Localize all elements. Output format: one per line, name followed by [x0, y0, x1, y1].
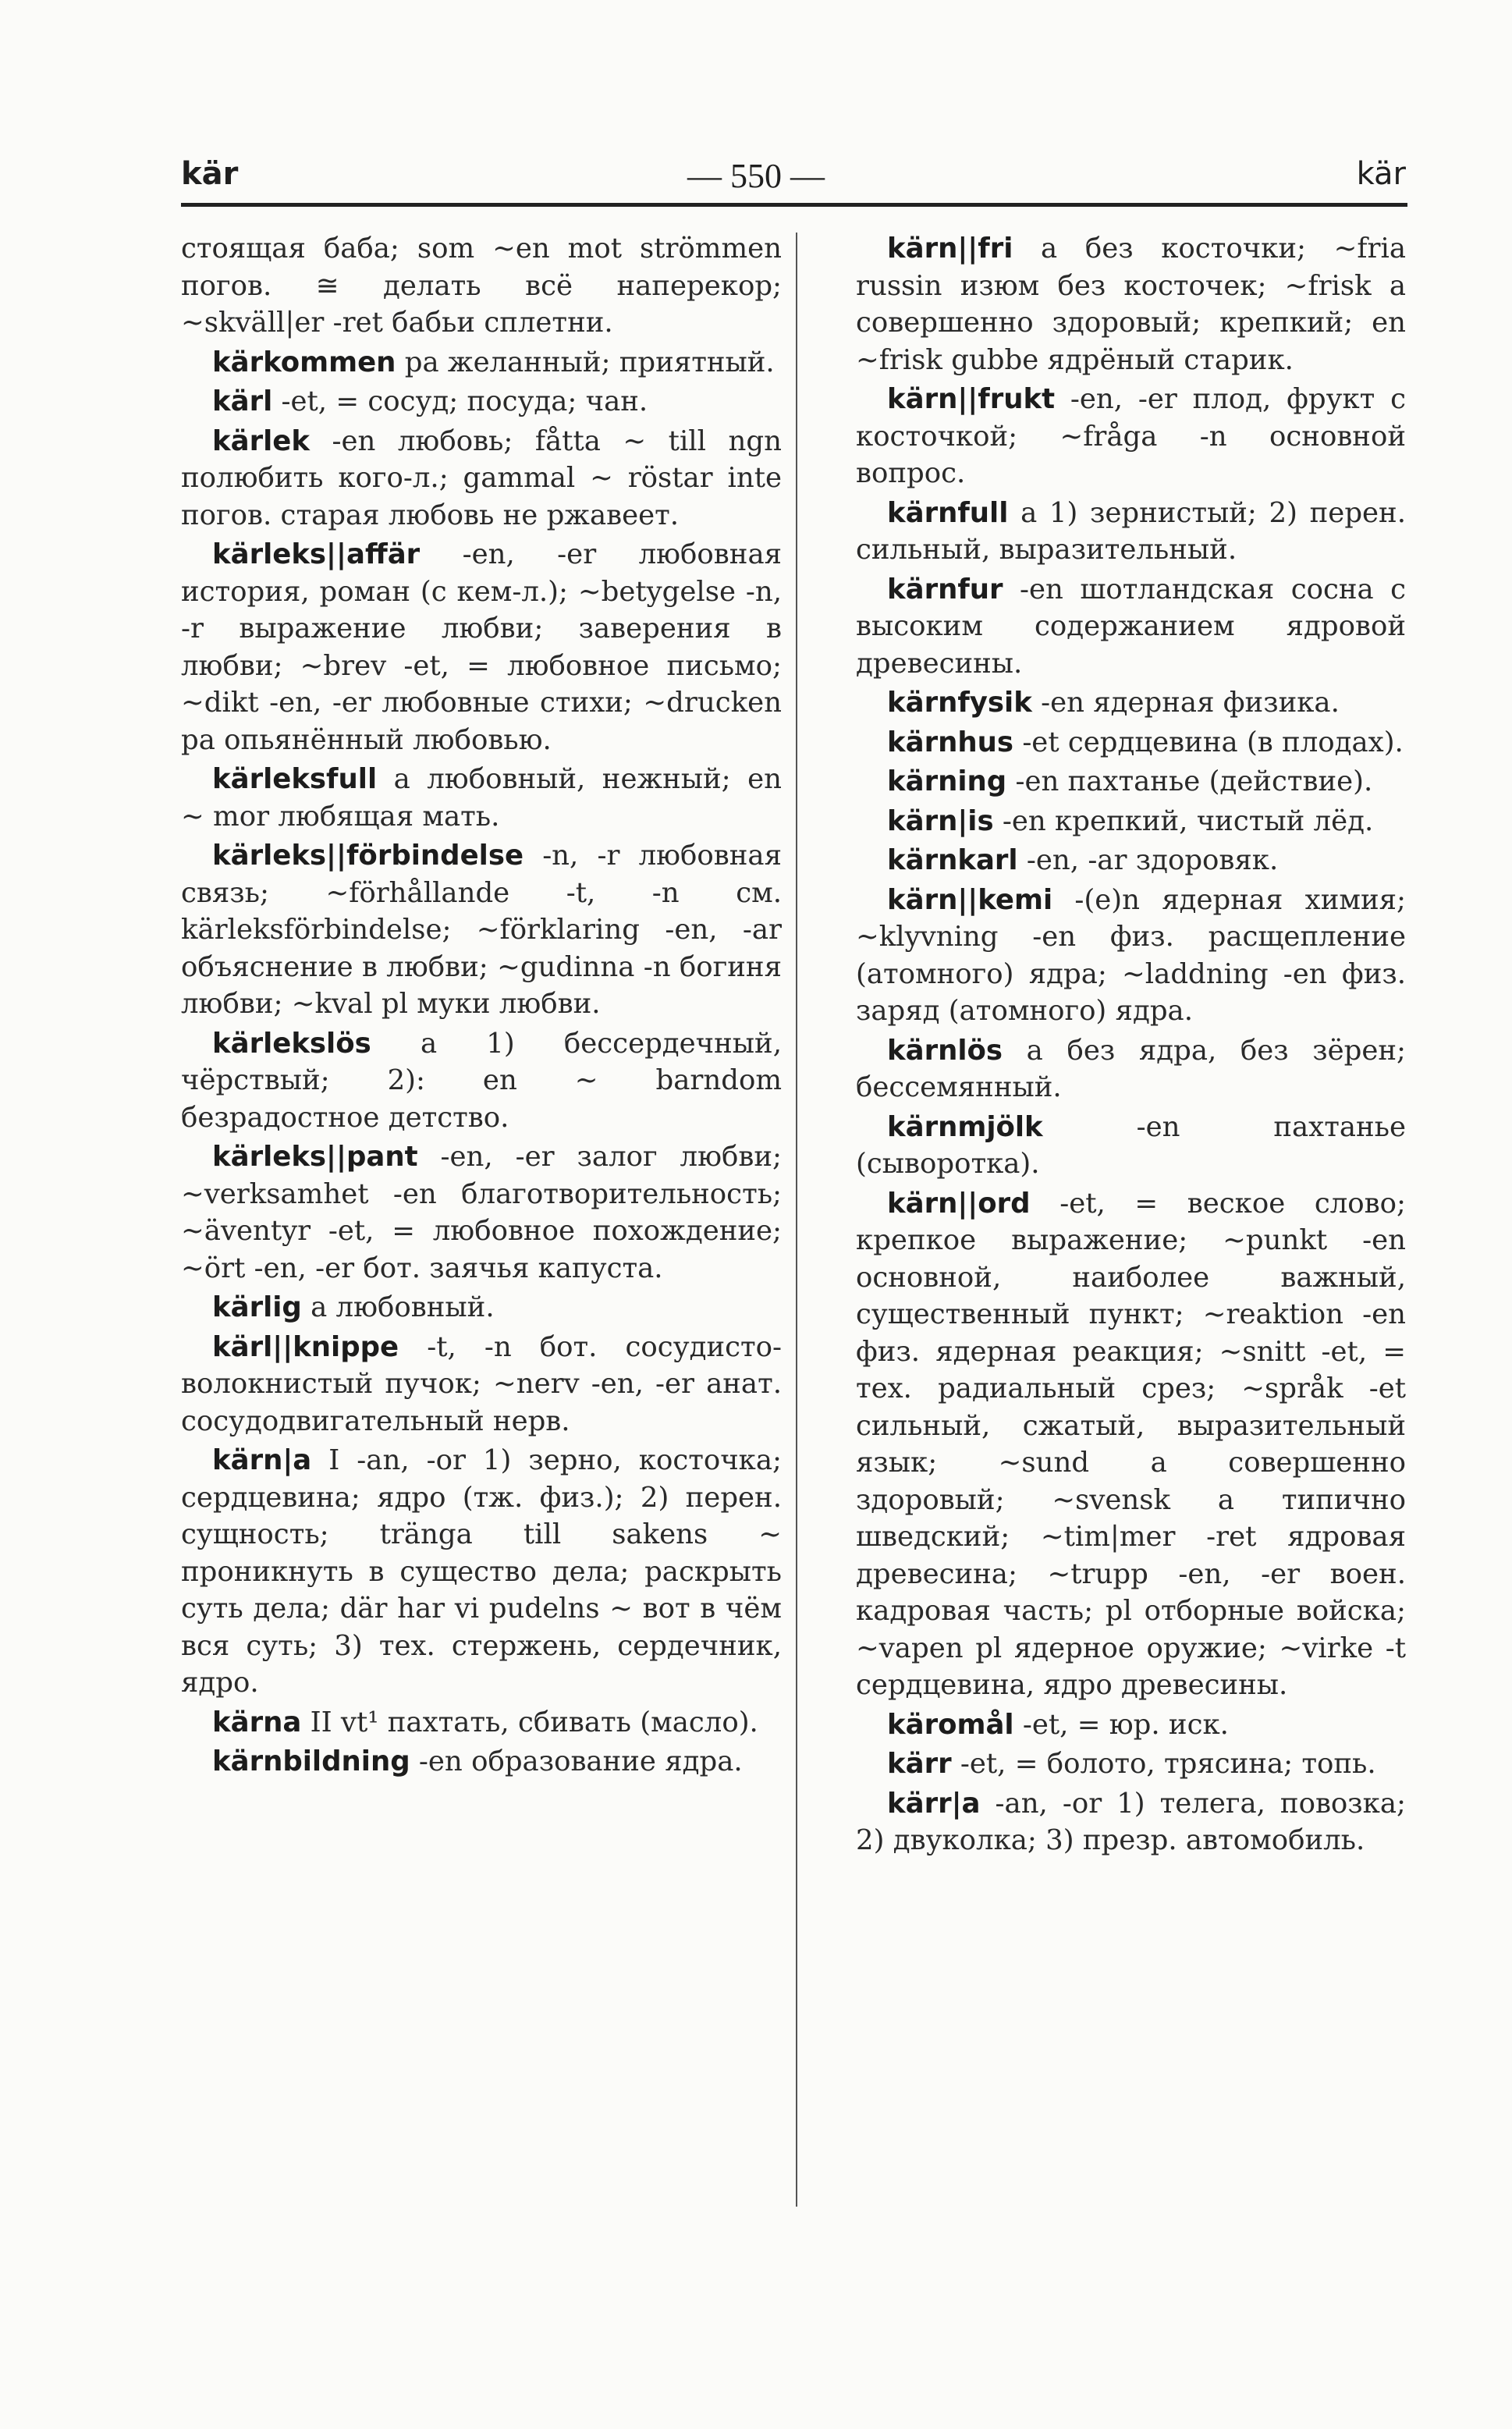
dictionary-entry [856, 803, 1406, 840]
dictionary-entry [856, 1185, 1406, 1704]
entry-headword: kärnkarl [887, 844, 1018, 876]
entry-headword: kärn||ord [887, 1187, 1031, 1220]
left-column [181, 230, 782, 1783]
dictionary-entry [181, 1442, 782, 1702]
dictionary-entry [856, 724, 1406, 762]
entry-definition: -en, -er любовная история, роман (с кем-л.); ~betygelse -n, -r выражение любви; заверения в любви; ~brev -et, = любовное письмо; ~dikt -en, -er любовные стихи; ~drucken pa опьянённый любовью. [181, 538, 782, 756]
dictionary-entry [856, 1785, 1406, 1859]
entry-headword: kärlig [212, 1291, 302, 1323]
running-head-right: kär [1356, 156, 1406, 192]
entry-definition: -et, = веское слово; крепкое выражение; ~punkt -en основной, наиболее важный, существенный пункт; ~reaktion -en физ. ядерная реакция; ~snitt -et, = тех. радиальный срез; ~språk -et сильный, сжатый, выразительный язык; ~sund a совершенно здоровый; ~svensk a типично шведский; ~tim|mer -ret ядровая древесина; ~trupp -en, -er воен. кадровая часть; pl отборные войска; ~vapen pl ядерное оружие; ~virke -t сердцевина, ядро древесины. [856, 1187, 1406, 1701]
entry-definition: -en, -er плод, фрукт с косточкой; ~fråga -n основной вопрос. [856, 383, 1406, 489]
entry-definition: a 1) зернистый; 2) перен. сильный, выразительный. [856, 496, 1406, 566]
entry-definition: a любовный. [301, 1291, 495, 1323]
entry-definition: стоящая баба; som ~en mot strömmen погов. ≅ делать всё наперекор; ~skväll|er -ret бабьи сплетни. [181, 233, 782, 339]
entry-definition: -et, = сосуд; посуда; чан. [272, 385, 648, 417]
entry-headword: kärning [887, 765, 1007, 797]
entry-definition: -en пахтанье (действие). [1006, 765, 1373, 797]
dictionary-entry [181, 1025, 782, 1137]
dictionary-entry [181, 423, 782, 534]
dictionary-entry [856, 1032, 1406, 1106]
entry-definition: II vt¹ пахтать, сбивать (масло). [301, 1706, 758, 1738]
entry-headword: kärleks||förbindelse [212, 840, 524, 872]
entry-definition: -(e)n ядерная химия; ~klyvning -en физ. расщепление (атомного) ядра; ~laddning -en физ. заряд (атомного) ядра. [856, 883, 1406, 1027]
dictionary-entry [181, 1138, 782, 1287]
dictionary-entry [856, 1109, 1406, 1183]
entry-definition: I -an, -or 1) зерно, косточка; сердцевина; ядро (тж. физ.); 2) перен. сущность; tränga till sakens ~ проникнуть в существо дела; раскрыть суть дела; där har vi pudelns ~ вот в чём вся суть; 3) тех. стержень, сердечник, ядро. [181, 1444, 782, 1699]
dictionary-entry [181, 761, 782, 835]
entry-definition: -en шотландская сосна с высоким содержанием ядровой древесины. [856, 573, 1406, 680]
entry-definition: -en любовь; fåtta ~ till ngn полюбить кого-л.; gammal ~ röstar inte погов. старая любовь не ржавеет. [181, 424, 782, 531]
entry-headword: kärkommen [212, 346, 396, 378]
entry-definition: a без косточки; ~fria russin изюм без косточек; ~frisk a совершенно здоровый; крепкий; en ~frisk gubbe ядрёный старик. [856, 233, 1406, 376]
dictionary-entry [181, 383, 782, 421]
dictionary-entry [181, 1289, 782, 1326]
entry-headword: kärl [212, 385, 273, 417]
entry-headword: kärn|a [212, 1444, 312, 1476]
dictionary-entry [181, 344, 782, 382]
entry-headword: kärleks||affär [212, 538, 421, 570]
entry-headword: kärr [887, 1748, 952, 1780]
entry-definition: -n, -r любовная связь; ~förhållande -t, -n см. kärleksförbindelse; ~förklaring -en, -ar объяснение в любви; ~gudinna -n богиня любви; ~kval pl муки любви. [181, 840, 782, 1020]
entry-headword: kärleks||pant [212, 1141, 418, 1173]
entry-headword: kärlek [212, 424, 310, 457]
entry-definition: -en образование ядра. [410, 1745, 743, 1777]
entry-headword: kärnbildning [212, 1745, 410, 1777]
entry-headword: kärnfysik [887, 687, 1032, 719]
entry-definition: -en ядерная физика. [1031, 687, 1340, 719]
dictionary-entry [856, 882, 1406, 1030]
entry-definition: -t, -n бот. сосудисто-волокнистый пучок; ~nerv -en, -er анат. сосудодвигательный нерв. [181, 1330, 782, 1437]
dictionary-entry [856, 571, 1406, 683]
entry-headword: kärnfull [887, 496, 1009, 529]
dictionary-entry [856, 1706, 1406, 1744]
column-divider [796, 233, 797, 2207]
entry-headword: kärnfur [887, 573, 1003, 605]
entry-headword: kärn||frukt [887, 383, 1056, 415]
dictionary-entry [856, 1745, 1406, 1783]
entry-definition: -en, -ar здоровяк. [1017, 844, 1279, 876]
entry-headword: kärleksfull [212, 763, 378, 795]
entry-headword: käromål [887, 1708, 1014, 1741]
entry-headword: kärr|a [887, 1787, 981, 1820]
entry-definition: -an, -or 1) телега, повозка; 2) двуколка; 3) презр. автомобиль. [856, 1787, 1406, 1856]
entry-definition: -en, -er залог любви; ~verksamhet -en благотворительность; ~äventyr -et, = любовное похождение; ~ört -en, -er бот. заячья капуста. [181, 1141, 782, 1284]
entry-definition: -et сердцевина (в плодах). [1013, 726, 1404, 758]
entry-definition: -en крепкий, чистый лёд. [993, 804, 1374, 837]
dictionary-entry [856, 684, 1406, 722]
dictionary-entry [181, 837, 782, 1023]
entry-headword: kärn|is [887, 804, 994, 837]
entry-headword: kärnlös [887, 1034, 1003, 1067]
dictionary-entry [181, 1704, 782, 1742]
entry-headword: kärn||kemi [887, 883, 1053, 916]
entry-headword: kärna [212, 1706, 302, 1738]
dictionary-entry [856, 230, 1406, 378]
header-rule [181, 203, 1407, 207]
entry-definition: -en пахтанье (сыворотка). [856, 1110, 1406, 1180]
dictionary-entry [181, 536, 782, 758]
dictionary-entry [856, 842, 1406, 879]
dictionary-entry [181, 1329, 782, 1440]
right-column [856, 230, 1406, 1862]
entry-definition: a любовный, нежный; en ~ mor любящая мать. [181, 763, 782, 833]
entry-headword: kärl||knippe [212, 1330, 399, 1363]
entry-definition: a 1) бессердечный, чёрствый; 2): en ~ barndom безрадостное детство. [181, 1027, 782, 1134]
page-number: — 550 — [687, 157, 825, 195]
entry-definition: a без ядра, без зёрен; бессемянный. [856, 1034, 1406, 1103]
dictionary-entry [856, 495, 1406, 569]
entry-headword: kärn||fri [887, 233, 1013, 265]
entry-headword: kärnhus [887, 726, 1014, 758]
dictionary-entry [856, 763, 1406, 801]
dictionary-entry [181, 1743, 782, 1781]
entry-definition: -et, = болото, трясина; топь. [951, 1748, 1376, 1780]
entry-headword: kärlekslös [212, 1027, 371, 1060]
dictionary-entry [181, 230, 782, 342]
entry-definition: -et, = юр. иск. [1013, 1708, 1229, 1741]
running-head-left: kär [181, 156, 239, 192]
entry-headword: kärnmjölk [887, 1110, 1043, 1143]
entry-definition: pa желанный; приятный. [396, 346, 775, 378]
dictionary-entry [856, 381, 1406, 492]
